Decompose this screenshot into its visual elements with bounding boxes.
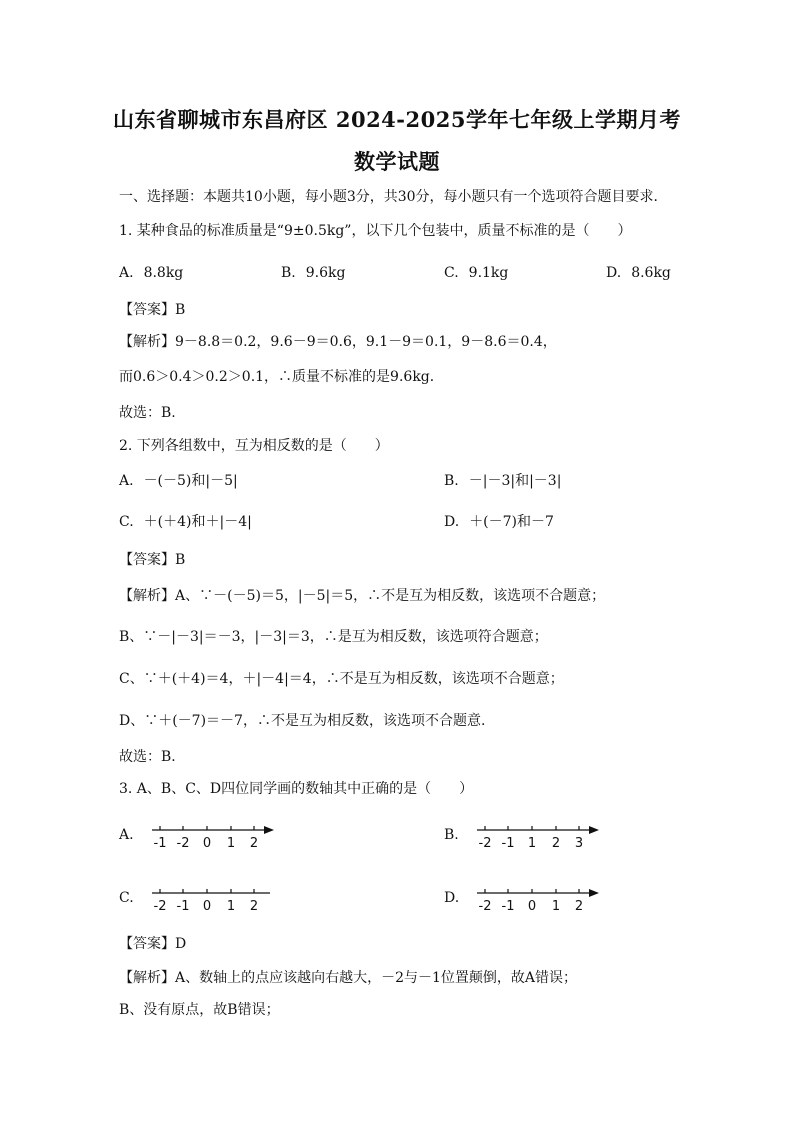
axis-tick-label: -1 [176,899,190,914]
q3-option-a-letter: A. [119,827,134,843]
q3-option-d-letter: D. [444,890,460,906]
axis-tick-label: 1 [551,899,561,914]
document-title: 山东省聊城市东昌府区 2024-2025学年七年级上学期月考 [113,107,681,132]
q2-option-a [119,472,238,490]
q1-option-b [281,264,345,282]
question-2-stem: 2. 下列各组数中，互为相反数的是（ ） [119,438,389,454]
q3-analysis-line-1: 【解析】A、数轴上的点应该越向右越大，－2与－1位置颠倒，故A错误； [119,970,578,986]
number-line-b [475,820,605,854]
q1-option-a [119,264,183,282]
q1-conclusion: 故选：B. [119,405,176,421]
q3-analysis-line-2: B、没有原点，故B错误； [119,1002,280,1018]
axis-tick-label: -2 [478,899,492,914]
option-letter: B. [444,473,459,489]
question-1-stem: 1. 某种食品的标准质量是“9±0.5kg”，以下几个包装中，质量不标准的是（ ） [119,223,632,239]
axis-tick-label: -2 [478,836,492,851]
q1-option-d [606,264,671,282]
q2-analysis-line-1: 【解析】A、∵－(－5)＝5，|－5|＝5，∴不是互为相反数，该选项不合题意； [119,588,606,604]
option-letter: C. [119,514,134,530]
axis-tick-label: -1 [153,836,167,851]
option-letter: A. [119,265,134,281]
axis-tick-label: 2 [249,836,259,851]
axis-tick-label: -1 [501,836,515,851]
axis-tick-label: 1 [527,836,537,851]
q1-answer: 【答案】B [119,302,186,318]
q2-analysis-line-2: B、∵－|－3|＝－3，|－3|＝3，∴是互为相反数，该选项符合题意； [119,629,548,645]
q3-option-b-letter: B. [444,827,459,843]
option-text: －|－3|和|－3| [468,473,562,489]
axis-tick-label: 2 [574,899,584,914]
option-text: 9.6kg [305,265,346,281]
q1-analysis-line-1: 【解析】9－8.8＝0.2，9.6－9＝0.6，9.1－9＝0.1，9－8.6＝0.4， [119,334,557,350]
option-letter: D. [444,514,460,530]
document-subtitle: 数学试题 [354,149,440,174]
option-letter: D. [606,265,622,281]
axis-tick-label: -2 [176,836,190,851]
section-heading: 一、选择题：本题共10小题，每小题3分，共30分，每小题只有一个选项符合题目要求． [119,189,668,205]
option-letter: A. [119,473,134,489]
number-line-c [150,883,280,917]
q2-option-b [444,472,561,490]
axis-tick-label: 2 [249,899,259,914]
number-line-d [475,883,605,917]
axis-tick-label: 0 [202,899,212,914]
option-text: －(－5)和|－5| [143,473,238,489]
q2-option-d [444,513,554,531]
option-text: 8.6kg [631,265,671,281]
option-text: ＋(－7)和－7 [469,514,554,530]
option-text: 9.1kg [468,265,509,281]
q2-conclusion: 故选：B． [119,749,186,765]
option-letter: B. [281,265,296,281]
axis-tick-label: 3 [574,836,584,851]
q2-analysis-line-3: C、∵＋(＋4)＝4，＋|－4|＝4，∴不是互为相反数，该选项不合题意； [119,671,564,687]
axis-tick-label: 0 [202,836,212,851]
axis-tick-label: 2 [551,836,561,851]
q3-option-c-letter: C. [119,890,134,906]
axis-tick-label: -1 [501,899,515,914]
q2-analysis-line-4: D、∵＋(－7)＝－7，∴不是互为相反数，该选项不合题意. [119,713,486,729]
q3-answer: 【答案】D [119,936,187,952]
axis-tick-label: 1 [226,899,236,914]
axis-tick-label: 0 [527,899,537,914]
option-text: ＋(＋4)和＋|－4| [143,514,252,530]
axis-tick-label: 1 [226,836,236,851]
q1-analysis-line-2: 而0.6＞0.4＞0.2＞0.1，∴质量不标准的是9.6kg． [119,369,444,385]
q2-option-c [119,513,252,531]
option-text: 8.8kg [143,265,184,281]
q2-answer: 【答案】B [119,552,186,568]
number-line-a [150,820,280,854]
q1-option-c [444,264,508,282]
option-letter: C. [444,265,459,281]
question-3-stem: 3. A、B、C、D四位同学画的数轴其中正确的是（ ） [119,781,474,797]
axis-tick-label: -2 [153,899,167,914]
